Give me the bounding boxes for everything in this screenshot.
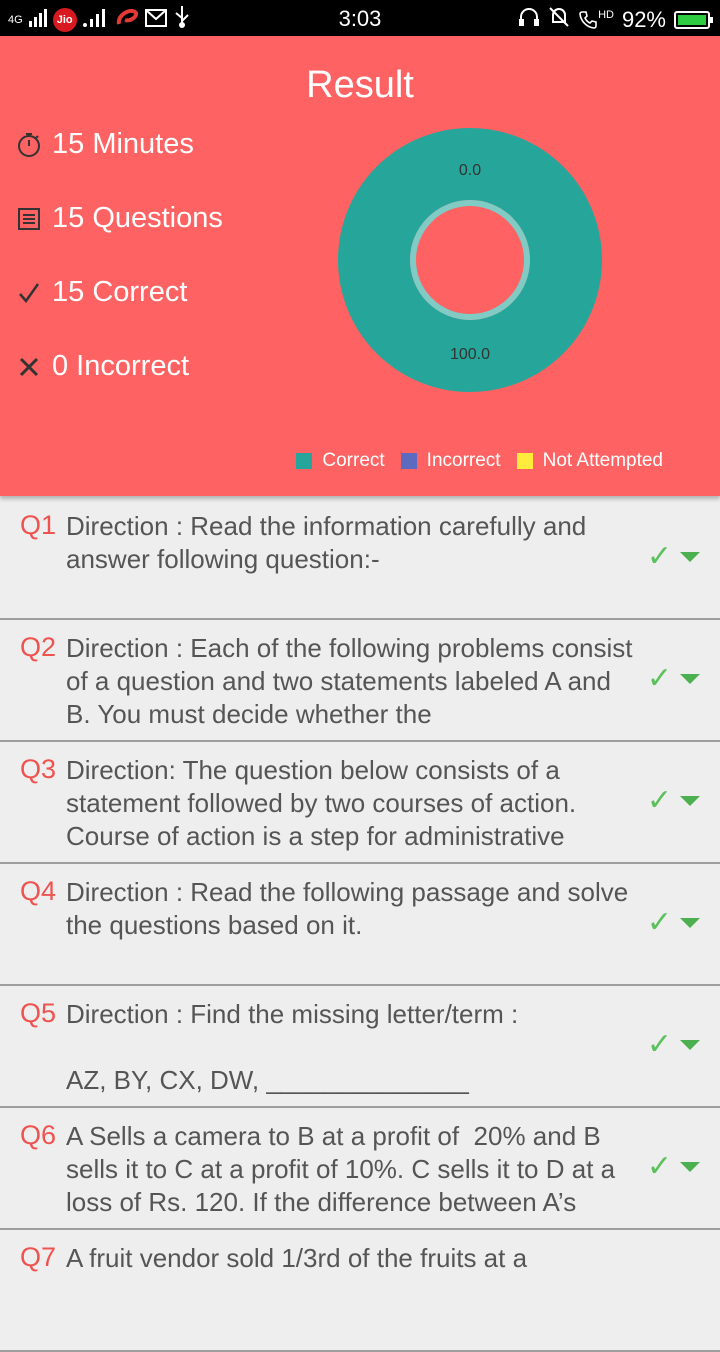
stat-questions xyxy=(16,202,223,235)
question-number: Q2 xyxy=(20,632,57,662)
donut-inner-ring xyxy=(413,203,527,317)
legend-swatch xyxy=(401,453,417,469)
question-status xyxy=(647,664,700,694)
legend-label: Incorrect xyxy=(426,450,501,471)
jio-logo-icon: Jio xyxy=(53,8,77,32)
correct-check-icon: ✓ xyxy=(646,906,672,939)
question-text: Direction : Read the following passage and solve the questions based on it. xyxy=(66,877,636,940)
result-donut-chart xyxy=(330,118,610,398)
question-row-1[interactable] xyxy=(0,498,720,620)
stopwatch-icon xyxy=(16,132,42,158)
question-row-5[interactable] xyxy=(0,986,720,1108)
question-row-7[interactable] xyxy=(0,1230,720,1352)
legend-label: Correct xyxy=(322,450,385,471)
question-row-4[interactable] xyxy=(0,864,720,986)
status-bar xyxy=(0,0,720,36)
page-title: Result xyxy=(306,64,414,106)
question-text: Direction : Each of the following problems consist of a question and two statements labeled A and B. You must decide whether the xyxy=(66,633,640,729)
status-right xyxy=(518,6,710,34)
question-list xyxy=(0,498,720,1352)
question-row-3[interactable] xyxy=(0,742,720,864)
expand-arrow-icon[interactable] xyxy=(680,674,700,684)
question-row-6[interactable] xyxy=(0,1108,720,1230)
expand-arrow-icon[interactable] xyxy=(680,1162,700,1172)
correct-check-icon: ✓ xyxy=(646,1028,672,1061)
check-icon xyxy=(16,280,42,306)
headset-icon xyxy=(518,7,540,33)
question-row-2[interactable] xyxy=(0,620,720,742)
question-text: A Sells a camera to B at a profit of 20% and B sells it to C at a profit of 10%. C sells it to D at a loss of Rs. 120. If the difference between A’s xyxy=(66,1121,623,1217)
legend-item-not-attempted xyxy=(517,450,663,472)
battery-fill xyxy=(678,15,706,25)
question-status xyxy=(647,1152,700,1182)
bell-muted-icon xyxy=(548,6,570,34)
expand-arrow-icon[interactable] xyxy=(680,1040,700,1050)
legend-swatch xyxy=(517,453,533,469)
status-time: 3:03 xyxy=(338,6,382,31)
stat-minutes xyxy=(16,128,194,161)
battery-percent: 92% xyxy=(621,7,666,32)
stat-minutes-label: 15 Minutes xyxy=(52,128,194,160)
stat-questions-label: 15 Questions xyxy=(52,202,223,234)
question-text: Direction: The question below consists of a statement followed by two courses of action. Course of action is a step for administrative xyxy=(66,755,584,851)
stat-correct-label: 15 Correct xyxy=(52,276,188,308)
stat-incorrect xyxy=(16,350,189,383)
stat-correct xyxy=(16,276,187,309)
question-text: Direction : Find the missing letter/term : AZ, BY, CX, DW, ______________ xyxy=(66,999,519,1095)
question-number: Q1 xyxy=(20,510,57,540)
question-number: Q6 xyxy=(20,1120,57,1150)
expand-arrow-icon[interactable] xyxy=(680,796,700,806)
question-text: Direction : Read the information carefully and answer following question:- xyxy=(66,511,594,574)
question-status xyxy=(647,786,700,816)
question-number: Q3 xyxy=(20,754,57,784)
legend-label: Not Attempted xyxy=(542,450,663,471)
stat-incorrect-label: 0 Incorrect xyxy=(52,350,189,382)
battery-icon xyxy=(674,11,710,29)
result-header xyxy=(0,36,720,496)
legend-item-incorrect xyxy=(401,450,501,472)
question-status xyxy=(647,908,700,938)
correct-check-icon: ✓ xyxy=(646,1150,672,1183)
cross-icon xyxy=(16,354,42,380)
correct-check-icon: ✓ xyxy=(646,784,672,817)
legend-item-correct xyxy=(296,450,384,472)
hd-call-icon xyxy=(578,10,614,30)
network-type: 4G xyxy=(8,13,23,26)
legend-swatch xyxy=(296,453,312,469)
question-number: Q5 xyxy=(20,998,57,1028)
data-label-1: 0.0 xyxy=(458,162,482,179)
expand-arrow-icon[interactable] xyxy=(680,918,700,928)
question-number: Q4 xyxy=(20,876,57,906)
list-icon xyxy=(16,206,42,232)
data-label-0: 100.0 xyxy=(449,346,491,363)
chart-legend xyxy=(280,450,663,472)
expand-arrow-icon[interactable] xyxy=(680,552,700,562)
correct-check-icon: ✓ xyxy=(646,540,672,573)
question-number: Q7 xyxy=(20,1242,57,1272)
hd-label: HD xyxy=(598,9,614,21)
correct-check-icon: ✓ xyxy=(646,662,672,695)
question-status xyxy=(647,1030,700,1060)
question-status xyxy=(647,542,700,572)
slice-correct xyxy=(374,164,566,356)
question-text: A fruit vendor sold 1/3rd of the fruits at a xyxy=(66,1243,528,1273)
